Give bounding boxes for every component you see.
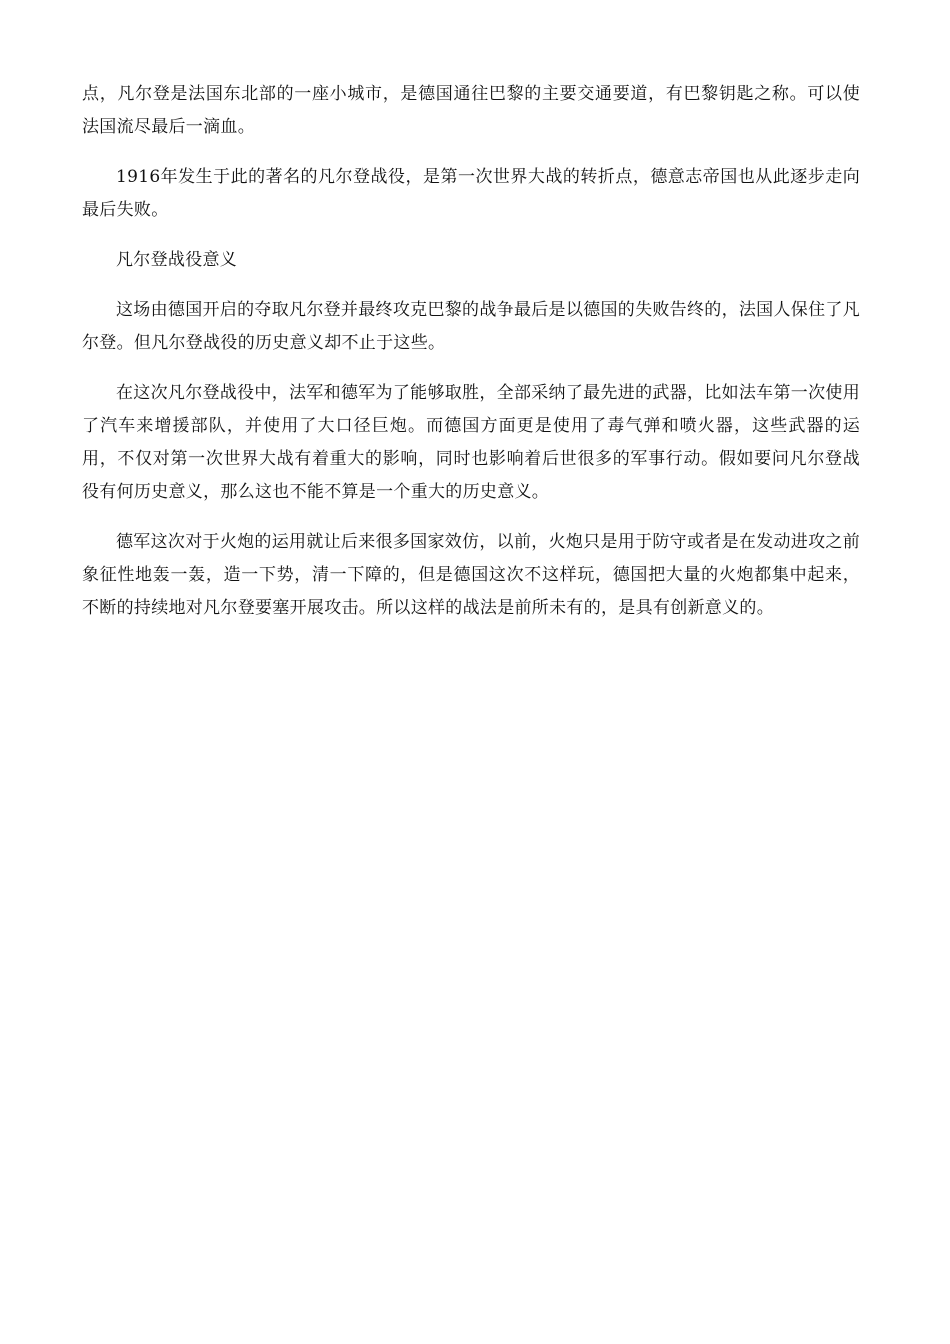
paragraph-continued: 点，凡尔登是法国东北部的一座小城市，是德国通往巴黎的主要交通要道，有巴黎钥匙之称。可以使法国流尽最后一滴血。	[82, 84, 860, 137]
paragraph-weapons: 在这次凡尔登战役中，法军和德军为了能够取胜，全部采纳了最先进的武器，比如法车第一次使用了汽车来增援部队，并使用了大口径巨炮。而德国方面更是使用了毒气弹和喷火器，这些武器的运用，不仅对第一次世界大战有着重大的影响，同时也影响着后世很多的军事行动。假如要问凡尔登战役有何历史意义，那么这也不能不算是一个重大的历史意义。	[82, 383, 860, 502]
paragraph-battle-1916: 1916年发生于此的著名的凡尔登战役，是第一次世界大战的转折点，德意志帝国也从此逐步走向最后失败。	[82, 167, 860, 220]
paragraph-artillery: 德军这次对于火炮的运用就让后来很多国家效仿，以前，火炮只是用于防守或者是在发动进攻之前象征性地轰一轰，造一下势，清一下障的，但是德国这次不这样玩，德国把大量的火炮都集中起来，不断的持续地对凡尔登要塞开展攻击。所以这样的战法是前所未有的，是具有创新意义的。	[82, 532, 860, 618]
section-heading: 凡尔登战役意义	[116, 250, 238, 270]
document-body	[82, 78, 860, 642]
paragraph-outcome: 这场由德国开启的夺取凡尔登并最终攻克巴黎的战争最后是以德国的失败告终的，法国人保住了凡尔登。但凡尔登战役的历史意义却不止于这些。	[82, 300, 860, 353]
